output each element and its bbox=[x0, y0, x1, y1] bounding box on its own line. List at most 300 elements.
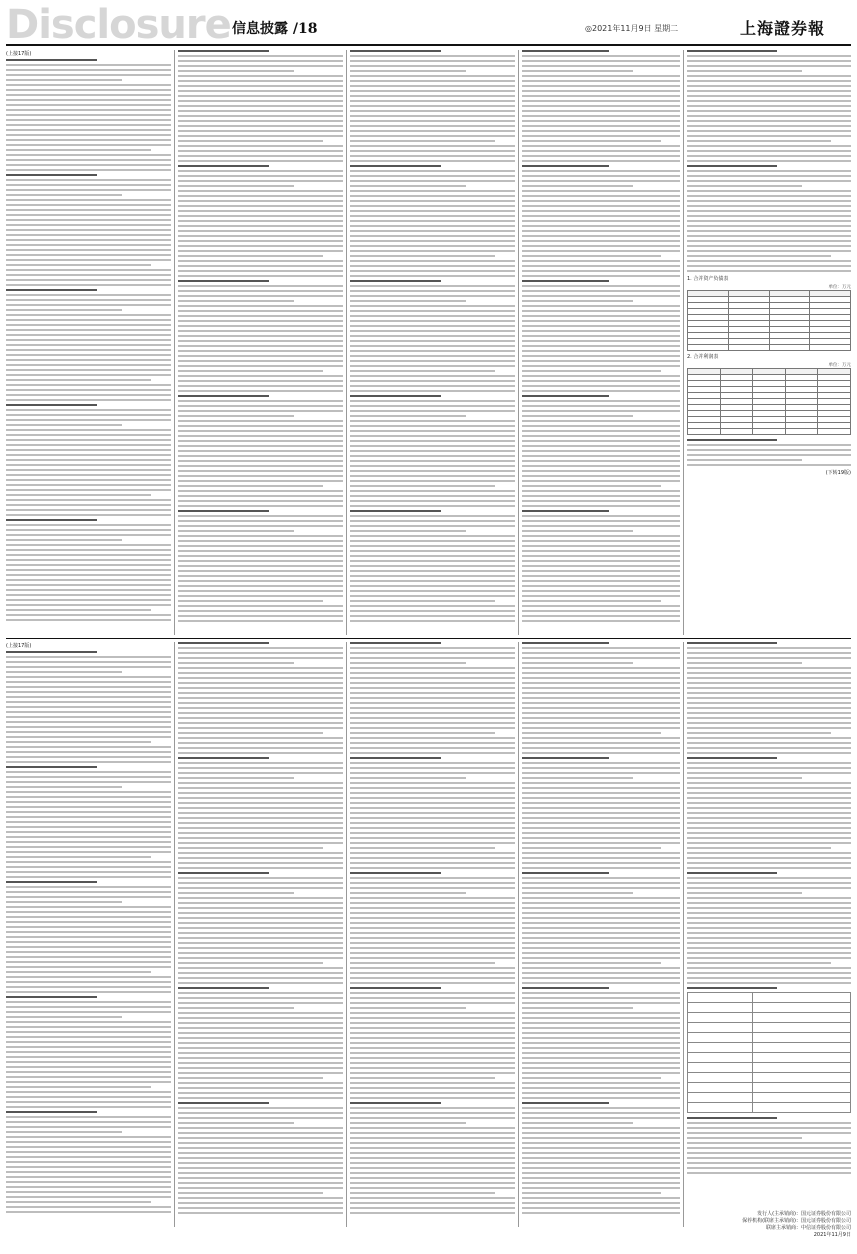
text-line bbox=[350, 792, 515, 794]
text-line bbox=[6, 921, 171, 923]
text-line bbox=[522, 1052, 680, 1054]
text-line bbox=[687, 737, 851, 739]
text-line bbox=[178, 500, 343, 502]
text-line bbox=[350, 1187, 515, 1189]
text-line bbox=[6, 519, 97, 521]
text-line bbox=[350, 1137, 515, 1139]
text-line bbox=[178, 495, 343, 497]
text-line bbox=[6, 439, 171, 441]
text-line bbox=[6, 234, 171, 236]
text-line bbox=[522, 802, 680, 804]
text-line bbox=[6, 139, 171, 141]
text-line bbox=[687, 444, 851, 446]
text-line bbox=[350, 672, 515, 674]
text-line bbox=[350, 165, 441, 167]
text-line bbox=[522, 1147, 680, 1149]
text-line bbox=[6, 906, 171, 908]
text-line bbox=[522, 465, 680, 467]
text-line bbox=[178, 857, 343, 859]
text-line bbox=[522, 360, 680, 362]
text-line bbox=[350, 1117, 515, 1119]
issue-date: ◎2021年11月9日 星期二 bbox=[585, 24, 679, 33]
text-line bbox=[6, 254, 171, 256]
text-line bbox=[687, 155, 851, 157]
text-line bbox=[6, 229, 171, 231]
text-line bbox=[6, 816, 171, 818]
text-line bbox=[6, 474, 171, 476]
text-line bbox=[350, 305, 515, 307]
text-line bbox=[178, 897, 343, 899]
text-line bbox=[178, 385, 343, 387]
text-line bbox=[350, 742, 515, 744]
text-line bbox=[178, 887, 343, 889]
text-line bbox=[6, 364, 171, 366]
text-line bbox=[522, 832, 680, 834]
text-line bbox=[522, 1077, 661, 1079]
text-line bbox=[350, 1202, 515, 1204]
text-line bbox=[522, 75, 680, 77]
text-line bbox=[350, 445, 515, 447]
text-line bbox=[6, 384, 171, 386]
text-line bbox=[6, 1031, 171, 1033]
text-line bbox=[6, 374, 171, 376]
text-line bbox=[350, 1002, 515, 1004]
text-line bbox=[350, 912, 515, 914]
text-line bbox=[178, 95, 343, 97]
text-line bbox=[522, 1097, 680, 1099]
text-line bbox=[350, 837, 515, 839]
contact-info-table bbox=[687, 992, 851, 1113]
text-line bbox=[522, 410, 680, 412]
text-line bbox=[350, 732, 495, 734]
text-line bbox=[178, 590, 343, 592]
text-line bbox=[522, 732, 661, 734]
text-line bbox=[178, 752, 343, 754]
text-line bbox=[522, 515, 680, 517]
text-line bbox=[350, 375, 515, 377]
text-line bbox=[350, 430, 515, 432]
text-line bbox=[178, 380, 343, 382]
text-line bbox=[6, 1121, 171, 1123]
text-line bbox=[687, 902, 851, 904]
text-line bbox=[522, 415, 633, 417]
text-line bbox=[522, 405, 680, 407]
text-line bbox=[178, 1012, 343, 1014]
text-line bbox=[687, 772, 851, 774]
text-line bbox=[178, 140, 323, 142]
text-line bbox=[178, 642, 269, 644]
text-line bbox=[6, 726, 171, 728]
text-line bbox=[350, 380, 515, 382]
text-line bbox=[350, 50, 441, 52]
text-line bbox=[350, 857, 515, 859]
bottom-column-4 bbox=[522, 642, 680, 1227]
text-line bbox=[6, 269, 171, 271]
text-line bbox=[6, 144, 171, 146]
text-line bbox=[178, 330, 343, 332]
text-line bbox=[178, 652, 343, 654]
text-line bbox=[178, 470, 343, 472]
text-line bbox=[178, 1132, 343, 1134]
text-line bbox=[6, 214, 171, 216]
text-line bbox=[687, 827, 851, 829]
text-line bbox=[687, 647, 851, 649]
text-line bbox=[350, 882, 515, 884]
text-line bbox=[6, 1021, 171, 1023]
text-line bbox=[687, 454, 851, 456]
text-line bbox=[522, 1027, 680, 1029]
issuer-line: 发行人(主承销商)：国元证券股份有限公司 bbox=[757, 1211, 851, 1217]
text-line bbox=[178, 932, 343, 934]
text-line bbox=[6, 1111, 97, 1113]
text-line bbox=[522, 220, 680, 222]
text-line bbox=[350, 1082, 515, 1084]
text-line bbox=[350, 1037, 515, 1039]
text-line bbox=[350, 300, 466, 302]
text-line bbox=[350, 902, 515, 904]
text-line bbox=[178, 907, 343, 909]
text-line bbox=[178, 325, 343, 327]
text-line bbox=[178, 902, 343, 904]
text-line bbox=[350, 702, 515, 704]
text-line bbox=[178, 877, 343, 879]
text-line bbox=[6, 104, 171, 106]
text-line bbox=[178, 170, 343, 172]
text-line bbox=[522, 1212, 680, 1214]
text-line bbox=[350, 1152, 515, 1154]
text-line bbox=[178, 395, 269, 397]
text-line bbox=[522, 917, 680, 919]
text-line bbox=[687, 982, 851, 984]
text-line bbox=[522, 1087, 680, 1089]
text-line bbox=[6, 886, 171, 888]
text-line bbox=[6, 1016, 122, 1018]
sponsor-line: 保荐机构(联席主承销商)：国元证券股份有限公司 bbox=[742, 1218, 851, 1224]
text-line bbox=[522, 642, 609, 644]
text-line bbox=[522, 987, 609, 989]
text-line bbox=[522, 285, 680, 287]
text-line bbox=[522, 867, 680, 869]
text-line bbox=[687, 717, 851, 719]
text-line bbox=[178, 772, 343, 774]
text-line bbox=[350, 85, 515, 87]
text-line bbox=[6, 941, 171, 943]
text-line bbox=[687, 464, 851, 466]
text-line bbox=[178, 892, 294, 894]
text-line bbox=[350, 185, 466, 187]
text-line bbox=[6, 324, 171, 326]
text-line bbox=[178, 145, 343, 147]
text-line bbox=[6, 1081, 171, 1083]
text-line bbox=[6, 499, 171, 501]
column-divider bbox=[518, 50, 519, 635]
text-line bbox=[6, 1076, 171, 1078]
text-line bbox=[6, 454, 171, 456]
text-line bbox=[350, 160, 515, 162]
text-line bbox=[522, 505, 680, 507]
text-line bbox=[6, 956, 171, 958]
income-statement-unit: 单位：万元 bbox=[828, 363, 851, 368]
text-line bbox=[350, 610, 515, 612]
text-line bbox=[522, 707, 680, 709]
text-line bbox=[350, 787, 515, 789]
income-statement-table bbox=[687, 368, 851, 435]
text-line bbox=[178, 827, 343, 829]
text-line bbox=[350, 1142, 515, 1144]
text-line bbox=[178, 722, 343, 724]
text-line bbox=[6, 414, 171, 416]
text-line bbox=[522, 767, 680, 769]
text-line bbox=[522, 70, 633, 72]
text-line bbox=[178, 797, 343, 799]
text-line bbox=[178, 230, 343, 232]
text-line bbox=[6, 599, 171, 601]
text-line bbox=[687, 887, 851, 889]
text-line bbox=[178, 355, 343, 357]
text-line bbox=[350, 460, 515, 462]
text-line bbox=[522, 605, 680, 607]
balance-sheet-unit: 单位：万元 bbox=[828, 285, 851, 290]
text-line bbox=[350, 807, 515, 809]
text-line bbox=[350, 115, 515, 117]
text-line bbox=[6, 826, 171, 828]
text-line bbox=[6, 394, 171, 396]
text-line bbox=[178, 425, 343, 427]
text-line bbox=[522, 205, 680, 207]
text-line bbox=[522, 210, 680, 212]
text-line bbox=[6, 746, 171, 748]
text-line bbox=[350, 80, 515, 82]
text-line bbox=[6, 776, 171, 778]
text-line bbox=[522, 510, 609, 512]
text-line bbox=[6, 1096, 171, 1098]
section-title: 信息披露 /18 bbox=[232, 21, 318, 37]
text-line bbox=[350, 130, 515, 132]
text-line bbox=[522, 390, 680, 392]
text-line bbox=[350, 95, 515, 97]
text-line bbox=[522, 737, 680, 739]
top-column-5 bbox=[687, 50, 851, 635]
text-line bbox=[687, 882, 851, 884]
text-line bbox=[6, 74, 171, 76]
text-line bbox=[350, 1177, 515, 1179]
text-line bbox=[6, 721, 171, 723]
text-line bbox=[178, 812, 343, 814]
text-line bbox=[687, 922, 851, 924]
text-line bbox=[522, 1162, 680, 1164]
text-line bbox=[350, 615, 515, 617]
text-line bbox=[6, 509, 171, 511]
text-line bbox=[522, 1067, 680, 1069]
text-line bbox=[350, 145, 515, 147]
text-line bbox=[178, 615, 343, 617]
text-line bbox=[687, 65, 851, 67]
text-line bbox=[350, 295, 515, 297]
continued-tag: (上接17版) bbox=[6, 51, 32, 57]
text-line bbox=[687, 160, 851, 162]
text-line bbox=[6, 1091, 171, 1093]
text-line bbox=[522, 110, 680, 112]
text-line bbox=[6, 539, 122, 541]
text-line bbox=[687, 1142, 851, 1144]
text-line bbox=[522, 350, 680, 352]
text-line bbox=[6, 1171, 171, 1173]
text-line bbox=[6, 494, 151, 496]
text-line bbox=[350, 455, 515, 457]
text-line bbox=[522, 570, 680, 572]
text-line bbox=[178, 992, 343, 994]
text-line bbox=[6, 534, 171, 536]
text-line bbox=[178, 180, 343, 182]
text-line bbox=[6, 1071, 171, 1073]
text-line bbox=[6, 986, 171, 988]
text-line bbox=[178, 405, 343, 407]
text-line bbox=[350, 465, 515, 467]
column-divider bbox=[683, 50, 684, 635]
text-line bbox=[6, 911, 171, 913]
text-line bbox=[6, 846, 171, 848]
text-line bbox=[6, 114, 171, 116]
text-line bbox=[6, 149, 151, 151]
text-line bbox=[178, 510, 269, 512]
text-line bbox=[350, 55, 515, 57]
text-line bbox=[178, 1007, 294, 1009]
text-line bbox=[178, 732, 323, 734]
text-line bbox=[687, 90, 851, 92]
text-line bbox=[178, 290, 343, 292]
text-line bbox=[350, 822, 515, 824]
text-line bbox=[178, 677, 343, 679]
text-line bbox=[350, 200, 515, 202]
text-line bbox=[522, 325, 680, 327]
bottom-column-5 bbox=[687, 642, 851, 1202]
text-line bbox=[522, 90, 680, 92]
text-line bbox=[350, 947, 515, 949]
text-line bbox=[6, 1066, 171, 1068]
text-line bbox=[687, 797, 851, 799]
text-line bbox=[522, 687, 680, 689]
text-line bbox=[350, 170, 515, 172]
bottom-column-1 bbox=[6, 642, 171, 1227]
text-line bbox=[178, 1152, 343, 1154]
text-line bbox=[522, 822, 680, 824]
text-line bbox=[178, 85, 343, 87]
text-line bbox=[6, 786, 122, 788]
text-line bbox=[178, 962, 323, 964]
text-line bbox=[350, 565, 515, 567]
text-line bbox=[350, 435, 515, 437]
text-line bbox=[178, 1052, 343, 1054]
text-line bbox=[350, 662, 466, 664]
text-line bbox=[6, 259, 171, 261]
text-line bbox=[687, 747, 851, 749]
text-line bbox=[350, 827, 515, 829]
text-line bbox=[687, 270, 851, 272]
text-line bbox=[178, 215, 343, 217]
text-line bbox=[687, 952, 851, 954]
text-line bbox=[178, 360, 343, 362]
text-line bbox=[178, 440, 343, 442]
text-line bbox=[522, 215, 680, 217]
text-line bbox=[522, 160, 680, 162]
text-line bbox=[6, 1166, 171, 1168]
text-line bbox=[350, 65, 515, 67]
text-line bbox=[350, 210, 515, 212]
text-line bbox=[178, 737, 343, 739]
text-line bbox=[350, 590, 515, 592]
text-line bbox=[178, 245, 343, 247]
text-line bbox=[178, 485, 323, 487]
text-line bbox=[178, 802, 343, 804]
text-line bbox=[522, 882, 680, 884]
text-line bbox=[522, 1107, 680, 1109]
text-line bbox=[350, 175, 515, 177]
text-line bbox=[178, 792, 343, 794]
text-line bbox=[6, 524, 171, 526]
text-line bbox=[350, 757, 441, 759]
text-line bbox=[6, 434, 171, 436]
text-line bbox=[522, 600, 661, 602]
text-line bbox=[6, 559, 171, 561]
text-line bbox=[6, 946, 171, 948]
text-line bbox=[522, 922, 680, 924]
text-line bbox=[687, 662, 802, 664]
text-line bbox=[687, 175, 851, 177]
newspaper-name: 上海證券報 bbox=[740, 19, 826, 38]
text-line bbox=[350, 1042, 515, 1044]
text-line bbox=[687, 907, 851, 909]
text-line bbox=[522, 1182, 680, 1184]
text-line bbox=[350, 580, 515, 582]
balance-sheet-table bbox=[687, 290, 851, 351]
text-line bbox=[350, 505, 515, 507]
text-line bbox=[6, 756, 171, 758]
text-line bbox=[522, 1082, 680, 1084]
text-line bbox=[522, 1132, 680, 1134]
text-line bbox=[6, 299, 171, 301]
text-line bbox=[6, 671, 122, 673]
text-line bbox=[6, 489, 171, 491]
text-line bbox=[687, 1117, 777, 1119]
text-line bbox=[6, 444, 171, 446]
text-line bbox=[350, 1112, 515, 1114]
text-line bbox=[687, 115, 851, 117]
text-line bbox=[350, 772, 515, 774]
text-line bbox=[522, 435, 680, 437]
text-line bbox=[350, 550, 515, 552]
text-line bbox=[687, 60, 851, 62]
text-block bbox=[687, 439, 851, 466]
text-line bbox=[178, 957, 343, 959]
text-line bbox=[687, 200, 851, 202]
text-line bbox=[6, 309, 122, 311]
text-line bbox=[522, 265, 680, 267]
text-line bbox=[687, 697, 851, 699]
text-line bbox=[6, 1196, 171, 1198]
text-line bbox=[6, 174, 97, 176]
text-line bbox=[178, 1127, 343, 1129]
text-line bbox=[522, 620, 680, 622]
text-line bbox=[522, 130, 680, 132]
text-line bbox=[350, 1167, 515, 1169]
text-line bbox=[6, 666, 171, 668]
text-line bbox=[350, 667, 515, 669]
text-block bbox=[350, 50, 515, 622]
text-line bbox=[350, 982, 515, 984]
text-line bbox=[6, 836, 171, 838]
text-line bbox=[522, 50, 609, 52]
text-line bbox=[6, 109, 171, 111]
